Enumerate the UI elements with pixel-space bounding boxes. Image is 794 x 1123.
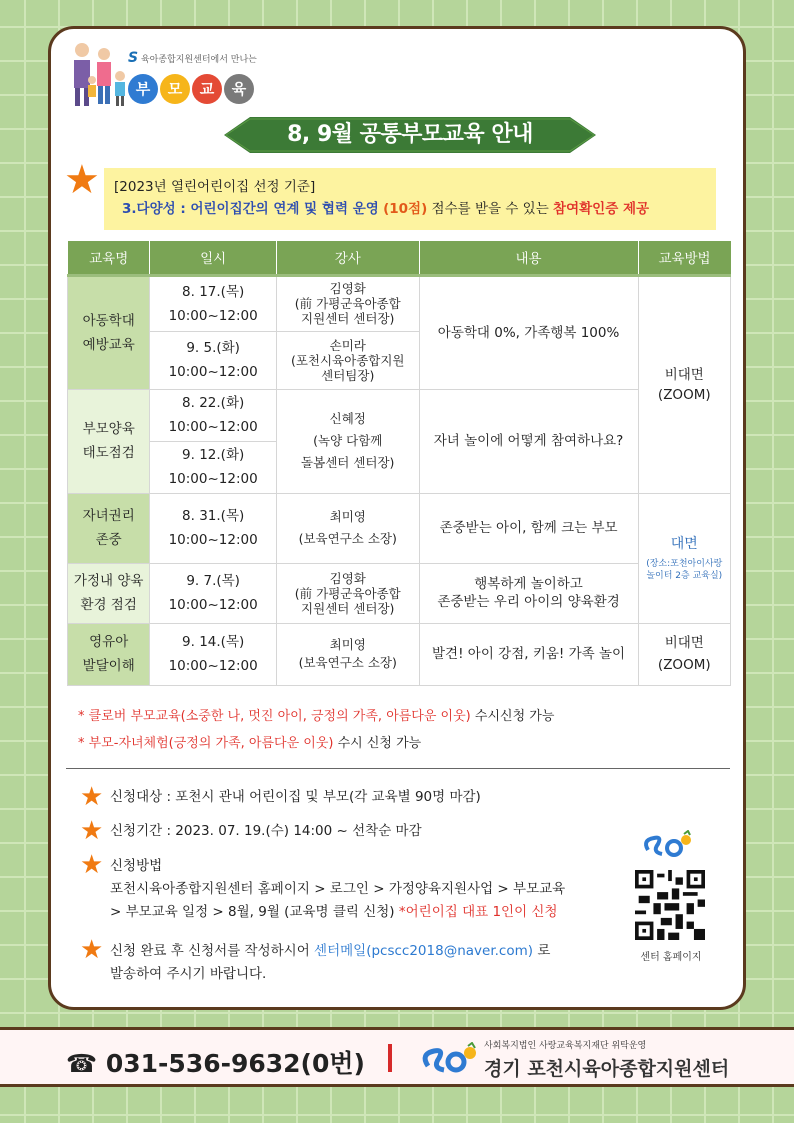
- apply-method: 신청방법 포천시육아종합지원센터 홈페이지 > 로그인 > 가정양육지원사업 > 부모교육 > 부모교육 일정 > 8월, 9월 (교육명 클릭 신청) *어린이집 대표 1인이 신청: [110, 858, 566, 920]
- note-item: * 클로버 부모교육(소중한 나, 멋진 아이, 긍정의 가족, 아름다운 이웃) 수시신청 가능: [78, 709, 555, 724]
- phone-icon: ☎: [66, 1049, 98, 1078]
- col-header: 일시: [150, 241, 277, 275]
- star-icon: ★: [80, 935, 104, 965]
- logo-char: 부: [128, 74, 158, 104]
- course-name: 가정내 양육 환경 점검: [68, 563, 150, 623]
- instructor: 신혜정 (녹양 다함께 돌봄센터 센터장): [276, 389, 419, 493]
- title-banner: [224, 113, 596, 157]
- course-content: 아동학대 0%, 가족행복 100%: [419, 275, 638, 389]
- course-date: 8. 22.(화) 10:00~12:00: [150, 389, 277, 441]
- note-item: * 부모-자녀체험(긍정의 가족, 아름다운 이웃) 수시 신청 가능: [78, 736, 422, 751]
- family-icon: [70, 40, 132, 110]
- col-header: 내용: [419, 241, 638, 275]
- course-name: 영유아 발달이해: [68, 623, 150, 685]
- qr-caption: 센터 홈페이지: [640, 952, 702, 963]
- course-date: 9. 7.(목) 10:00~12:00: [150, 563, 277, 623]
- apply-period: 신청기간 : 2023. 07. 19.(수) 14:00 ~ 선착순 마감: [110, 823, 422, 839]
- divider: [66, 768, 730, 769]
- table-row: [68, 623, 731, 685]
- center-logo: [70, 40, 290, 112]
- selection-notice: [104, 168, 716, 230]
- course-date: 9. 12.(화) 10:00~12:00: [150, 441, 277, 493]
- star-icon: ★: [64, 157, 100, 203]
- course-content: 발견! 아이 강점, 키움! 가족 놀이: [419, 623, 638, 685]
- footer: [0, 1027, 794, 1087]
- course-name: 자녀권리 존중: [68, 493, 150, 563]
- instructor: 최미영 (보육연구소 소장): [276, 623, 419, 685]
- org-logo-icon: [418, 1042, 480, 1078]
- qr-code-icon[interactable]: [632, 870, 708, 940]
- course-content: 자녀 놀이에 어떻게 참여하나요?: [419, 389, 638, 493]
- course-date: 8. 17.(목) 10:00~12:00: [150, 275, 277, 331]
- instructor: 손미라 (포천시육아종합지원 센터팀장): [276, 331, 419, 389]
- notice-heading: [2023년 열린어린이집 선정 기준]: [114, 179, 316, 195]
- phone-number[interactable]: ☎ 031-536-9632(0번): [66, 1049, 365, 1078]
- instructor: 김영화 (前 가평군육아종합 지원센터 센터장): [276, 275, 419, 331]
- course-method: 비대면 (ZOOM): [638, 623, 730, 685]
- logo-char: 모: [160, 74, 190, 104]
- extra-notes: [78, 703, 554, 757]
- email-link[interactable]: 센터메일(pcscc2018@naver.com): [314, 943, 534, 959]
- apply-completion: 신청 완료 후 신청서를 작성하시어 센터메일(pcscc2018@naver.com) 로 발송하여 주시기 바랍니다.: [110, 943, 551, 982]
- logo-title: [128, 74, 254, 104]
- instructor: 최미영 (보육연구소 소장): [276, 493, 419, 563]
- course-date: 9. 14.(목) 10:00~12:00: [150, 623, 277, 685]
- table-row: [68, 563, 731, 623]
- org-name: 경기 포천시육아종합지원센터: [484, 1058, 730, 1080]
- notice-detail: 3.다양성 : 어린이집간의 연계 및 협력 운영 (10점) 점수를 받을 수 있는 참여확인증 제공: [122, 201, 650, 217]
- center-logo-icon: [640, 830, 696, 862]
- apply-target: 신청대상 : 포천시 관내 어린이집 및 부모(각 교육별 90명 마감): [110, 789, 481, 805]
- org-subtitle: 사회복지법인 사랑교육복지재단 위탁운영: [484, 1041, 647, 1051]
- logo-char: 육: [224, 74, 254, 104]
- logo-char: 교: [192, 74, 222, 104]
- course-content: 존중받는 아이, 함께 크는 부모: [419, 493, 638, 563]
- course-date: 9. 5.(화) 10:00~12:00: [150, 331, 277, 389]
- table-row: [68, 389, 731, 441]
- schedule-table: [67, 241, 731, 686]
- divider: [388, 1044, 392, 1072]
- col-header: 교육명: [68, 241, 150, 275]
- table-row: [68, 493, 731, 563]
- star-icon: ★: [80, 850, 104, 880]
- course-name: 부모양육 태도점검: [68, 389, 150, 493]
- table-row: [68, 275, 731, 331]
- course-method: 대면 (장소:포천아이사랑 놀이터 2층 교육실): [638, 493, 730, 623]
- star-icon: ★: [80, 782, 104, 812]
- col-header: 강사: [276, 241, 419, 275]
- course-date: 8. 31.(목) 10:00~12:00: [150, 493, 277, 563]
- instructor: 김영화 (前 가평군육아종합 지원센터 센터장): [276, 563, 419, 623]
- page-title: 8, 9월 공통부모교육 안내: [287, 122, 533, 147]
- course-method: 비대면 (ZOOM): [638, 275, 730, 493]
- course-content: 행복하게 놀이하고 존중받는 우리 아이의 양육환경: [419, 563, 638, 623]
- col-header: 교육방법: [638, 241, 730, 275]
- course-name: 아동학대 예방교육: [68, 275, 150, 389]
- star-icon: ★: [80, 816, 104, 846]
- logo-caption: S 육아종합지원센터에서 만나는: [128, 50, 257, 66]
